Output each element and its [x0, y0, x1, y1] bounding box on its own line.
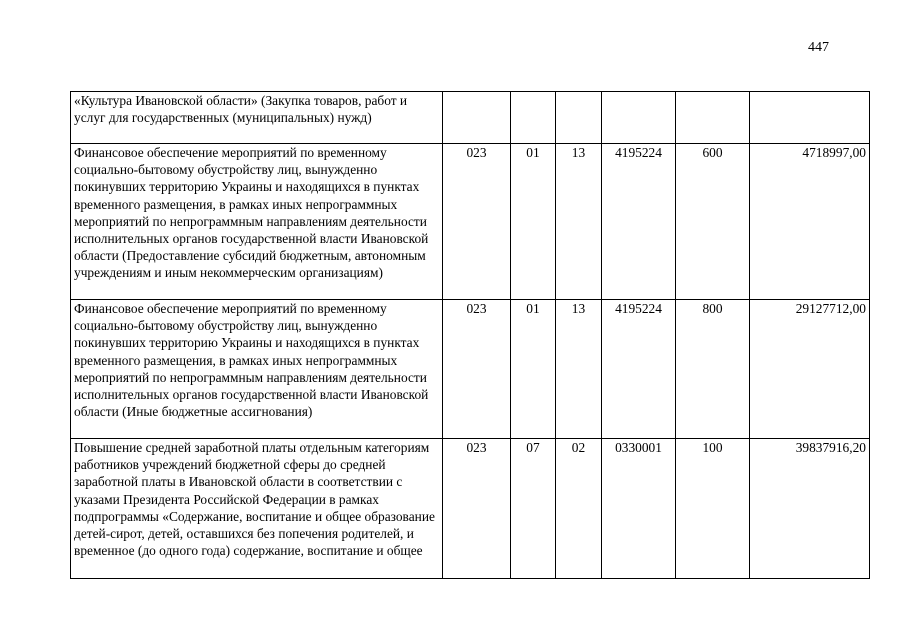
- ministry-code: [443, 92, 511, 144]
- table-row: [71, 300, 870, 439]
- expense-type-code: 100: [676, 439, 750, 579]
- target-article-code: 4195224: [602, 144, 676, 300]
- expense-type-code: [676, 92, 750, 144]
- section-code: 07: [511, 439, 556, 579]
- page-number: 447: [808, 40, 829, 55]
- section-code: 01: [511, 144, 556, 300]
- target-article-code: 0330001: [602, 439, 676, 579]
- subsection-code: 02: [556, 439, 602, 579]
- target-article-code: 4195224: [602, 300, 676, 439]
- subsection-code: [556, 92, 602, 144]
- budget-table: [70, 91, 870, 579]
- amount: 4718997,00: [750, 144, 870, 300]
- subsection-code: 13: [556, 300, 602, 439]
- ministry-code: 023: [443, 144, 511, 300]
- row-description: Повышение средней заработной платы отдельным категориям работников учреждений бюджетной сферы до средней заработной платы в Ивановской области в соответствии с указами Президента Российской Федерации в рамках подпрограммы «Содержание, воспитание и общее образование детей-сирот, детей, оставшихся без попечения родителей, и временное (до одного года) содержание, воспитание и общее: [71, 439, 443, 579]
- row-description: Финансовое обеспечение мероприятий по временному социально-бытовому обустройству лиц, вынужденно покинувших территорию Украины и находящихся в пунктах временного размещения, в рамках иных непрограммных мероприятий по непрограммным направлениям деятельности исполнительных органов государственной власти Ивановской области (Предоставление субсидий бюджетным, автономным учреждениям и иным некоммерческим организациям): [71, 144, 443, 300]
- table-row: [71, 144, 870, 300]
- table-row: [71, 92, 870, 144]
- subsection-code: 13: [556, 144, 602, 300]
- row-description: Финансовое обеспечение мероприятий по временному социально-бытовому обустройству лиц, вынужденно покинувших территорию Украины и находящихся в пунктах временного размещения, в рамках иных непрограммных мероприятий по непрограммным направлениям деятельности исполнительных органов государственной власти Ивановской области (Иные бюджетные ассигнования): [71, 300, 443, 439]
- row-description: «Культура Ивановской области» (Закупка товаров, работ и услуг для государственных (муниципальных) нужд): [71, 92, 443, 144]
- expense-type-code: 600: [676, 144, 750, 300]
- ministry-code: 023: [443, 439, 511, 579]
- amount: 29127712,00: [750, 300, 870, 439]
- section-code: 01: [511, 300, 556, 439]
- amount: 39837916,20: [750, 439, 870, 579]
- amount: [750, 92, 870, 144]
- section-code: [511, 92, 556, 144]
- target-article-code: [602, 92, 676, 144]
- expense-type-code: 800: [676, 300, 750, 439]
- table-row: [71, 439, 870, 579]
- ministry-code: 023: [443, 300, 511, 439]
